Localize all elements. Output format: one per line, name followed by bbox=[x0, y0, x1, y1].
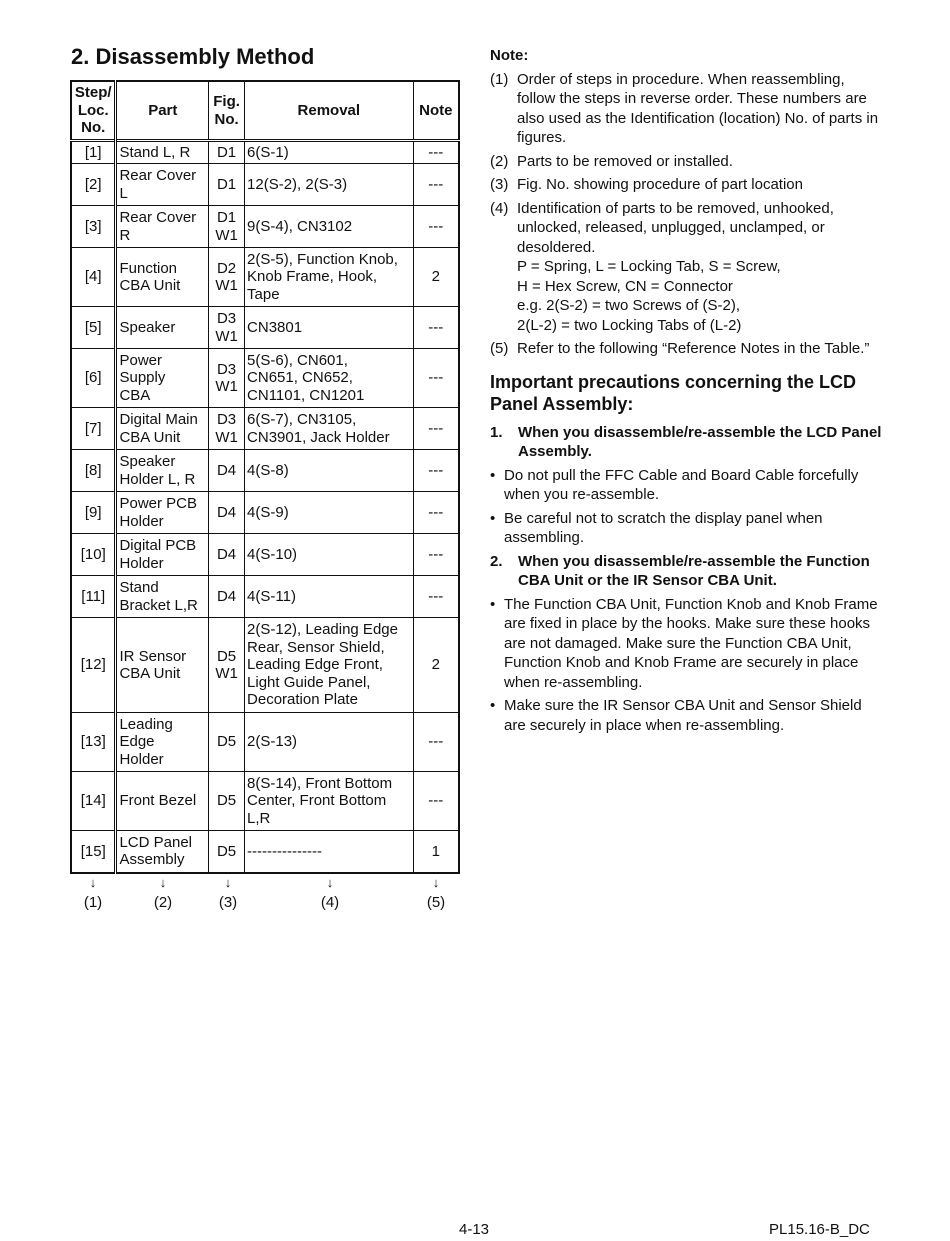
note-legend: P = Spring, L = Locking Tab, S = Screw, H = Hex Screw, CN = Connector e.g. 2(S-2) = two Screws of (S-2), 2(L-2) = two Locking Tabs of (L-2) bbox=[517, 258, 781, 334]
removal-cell: 2(S-5), Function Knob, Knob Frame, Hook, Tape bbox=[245, 248, 414, 307]
removal-cell: 4(S-9) bbox=[245, 492, 414, 534]
bullet-icon: • bbox=[490, 595, 496, 613]
part-cell: LCD Panel Assembly bbox=[116, 831, 209, 873]
section-title-text: When you disassemble/re-assemble the Function CBA Unit or the IR Sensor CBA Unit. bbox=[518, 552, 870, 589]
note-cell: 2 bbox=[413, 618, 459, 713]
table-row bbox=[71, 534, 459, 576]
note-text: Identification of parts to be removed, unhooked, unlocked, released, unplugged, unclamped, or desoldered. bbox=[517, 199, 834, 256]
note-cell: --- bbox=[413, 141, 459, 164]
note-number: (2) bbox=[490, 152, 509, 170]
part-cell: Speaker bbox=[116, 307, 209, 349]
removal-cell: --------------- bbox=[245, 831, 414, 873]
part-cell: Speaker Holder L, R bbox=[116, 450, 209, 492]
step-cell: [13] bbox=[71, 713, 116, 772]
bullet-icon: • bbox=[490, 509, 496, 527]
note-cell: --- bbox=[413, 307, 459, 349]
down-arrow-icon: ↓ bbox=[326, 875, 334, 890]
disassembly-table bbox=[70, 80, 460, 874]
part-cell: Front Bezel bbox=[116, 772, 209, 831]
fig-cell: D1 bbox=[209, 141, 245, 164]
fig-cell: D5 bbox=[209, 831, 245, 873]
part-cell: Stand L, R bbox=[116, 141, 209, 164]
step-cell: [12] bbox=[71, 618, 116, 713]
table-row bbox=[71, 164, 459, 206]
note-item bbox=[490, 339, 885, 359]
note-text: Parts to be removed or installed. bbox=[517, 152, 733, 170]
note-number: (4) bbox=[490, 199, 509, 217]
fig-cell: D3 W1 bbox=[209, 349, 245, 408]
column-ref: ↓ (3) bbox=[208, 876, 248, 911]
part-cell: IR Sensor CBA Unit bbox=[116, 618, 209, 713]
removal-cell: 4(S-10) bbox=[245, 534, 414, 576]
part-cell: Stand Bracket L,R bbox=[116, 576, 209, 618]
part-cell: Rear Cover R bbox=[116, 206, 209, 248]
note-cell: --- bbox=[413, 206, 459, 248]
note-cell: --- bbox=[413, 349, 459, 408]
section-number: 1. bbox=[490, 423, 503, 441]
note-cell: --- bbox=[413, 713, 459, 772]
part-cell: Power PCB Holder bbox=[116, 492, 209, 534]
fig-cell: D2 W1 bbox=[209, 248, 245, 307]
note-cell: 1 bbox=[413, 831, 459, 873]
part-cell: Leading Edge Holder bbox=[116, 713, 209, 772]
note-number: (3) bbox=[490, 176, 509, 193]
fig-cell: D1 W1 bbox=[209, 206, 245, 248]
bullet-text: Make sure the IR Sensor CBA Unit and Sensor Shield are securely in place when re-assembling. bbox=[504, 697, 862, 734]
bullet-text: Be careful not to scratch the display panel when assembling. bbox=[504, 509, 823, 546]
step-cell: [8] bbox=[71, 450, 116, 492]
table-row bbox=[71, 307, 459, 349]
column-ref: ↓ (4) bbox=[310, 876, 350, 911]
down-arrow-icon: ↓ bbox=[224, 875, 232, 890]
table-row bbox=[71, 618, 459, 713]
part-cell: Digital PCB Holder bbox=[116, 534, 209, 576]
bullet-text: The Function CBA Unit, Function Knob and Knob Frame are fixed in place by the hooks. Make sure these hooks are not damaged. Make sure the Function CBA Unit, Function Knob and Knob Frame are securely in place when re-assembling. bbox=[504, 595, 878, 691]
precautions-heading: Important precautions concerning the LCD Panel Assembly: bbox=[490, 371, 857, 414]
fig-cell: D5 bbox=[209, 772, 245, 831]
section-title-text: When you disassemble/re-assemble the LCD Panel Assembly. bbox=[518, 423, 882, 460]
section-number: 2. bbox=[490, 552, 503, 570]
note-text: Refer to the following “Reference Notes in the Table.” bbox=[517, 340, 870, 357]
part-cell: Function CBA Unit bbox=[116, 248, 209, 307]
note-cell: --- bbox=[413, 576, 459, 618]
fig-cell: D4 bbox=[209, 534, 245, 576]
removal-cell: 8(S-14), Front Bottom Center, Front Bottom L,R bbox=[245, 772, 414, 831]
down-arrow-icon: ↓ bbox=[89, 875, 97, 890]
step-cell: [11] bbox=[71, 576, 116, 618]
precaution-bullet bbox=[490, 509, 885, 548]
header-part: Part bbox=[116, 81, 209, 141]
precautions-list bbox=[490, 423, 885, 736]
table-row bbox=[71, 831, 459, 873]
bullet-icon: • bbox=[490, 466, 496, 484]
table-row bbox=[71, 772, 459, 831]
precaution-bullet bbox=[490, 696, 885, 735]
fig-cell: D4 bbox=[209, 450, 245, 492]
header-removal: Removal bbox=[245, 81, 414, 141]
removal-cell: 4(S-8) bbox=[245, 450, 414, 492]
down-arrow-icon: ↓ bbox=[432, 875, 440, 890]
note-cell: --- bbox=[413, 450, 459, 492]
fig-cell: D4 bbox=[209, 492, 245, 534]
step-cell: [15] bbox=[71, 831, 116, 873]
fig-cell: D1 bbox=[209, 164, 245, 206]
column-ref: ↓ (1) bbox=[73, 876, 113, 911]
step-cell: [3] bbox=[71, 206, 116, 248]
fig-cell: D5 bbox=[209, 713, 245, 772]
note-item bbox=[490, 70, 885, 148]
bullet-icon: • bbox=[490, 697, 496, 714]
step-cell: [2] bbox=[71, 164, 116, 206]
table-row bbox=[71, 713, 459, 772]
column-ref: ↓ (5) bbox=[416, 876, 456, 911]
note-cell: --- bbox=[413, 408, 459, 450]
table-row bbox=[71, 408, 459, 450]
bullet-text: Do not pull the FFC Cable and Board Cable forcefully when you re-assemble. bbox=[504, 466, 859, 503]
step-cell: [5] bbox=[71, 307, 116, 349]
precaution-bullet bbox=[490, 466, 885, 505]
note-text: Fig. No. showing procedure of part location bbox=[517, 176, 803, 193]
step-cell: [9] bbox=[71, 492, 116, 534]
table-row bbox=[71, 576, 459, 618]
column-references bbox=[70, 876, 460, 916]
table-row bbox=[71, 248, 459, 307]
removal-cell: 12(S-2), 2(S-3) bbox=[245, 164, 414, 206]
note-item bbox=[490, 199, 885, 336]
note-item bbox=[490, 175, 885, 195]
fig-cell: D3 W1 bbox=[209, 408, 245, 450]
part-cell: Power Supply CBA bbox=[116, 349, 209, 408]
step-cell: [14] bbox=[71, 772, 116, 831]
note-cell: --- bbox=[413, 164, 459, 206]
document-code: PL15.16-B_DC bbox=[769, 1221, 870, 1238]
removal-cell: CN3801 bbox=[245, 307, 414, 349]
table-body bbox=[71, 141, 459, 873]
table-row bbox=[71, 349, 459, 408]
step-cell: [10] bbox=[71, 534, 116, 576]
column-ref: ↓ (2) bbox=[143, 876, 183, 911]
removal-cell: 6(S-7), CN3105, CN3901, Jack Holder bbox=[245, 408, 414, 450]
removal-cell: 9(S-4), CN3102 bbox=[245, 206, 414, 248]
step-cell: [4] bbox=[71, 248, 116, 307]
note-number: (5) bbox=[490, 340, 509, 357]
header-note: Note bbox=[413, 81, 459, 141]
note-cell: 2 bbox=[413, 248, 459, 307]
removal-cell: 5(S-6), CN601, CN651, CN652, CN1101, CN1201 bbox=[245, 349, 414, 408]
page-title: 2. Disassembly Method bbox=[71, 44, 315, 69]
note-cell: --- bbox=[413, 772, 459, 831]
note-number: (1) bbox=[490, 70, 509, 88]
table-header-row bbox=[71, 81, 459, 141]
step-cell: [1] bbox=[71, 141, 116, 164]
fig-cell: D4 bbox=[209, 576, 245, 618]
note-item bbox=[490, 152, 885, 172]
notes-list bbox=[490, 70, 885, 359]
note-text: Order of steps in procedure. When reassembling, follow the steps in reverse order. These numbers are also used as the Identification (location) No. of parts in figures. bbox=[517, 70, 879, 146]
notes-heading: Note: bbox=[490, 47, 529, 64]
step-cell: [6] bbox=[71, 349, 116, 408]
table-row bbox=[71, 450, 459, 492]
header-fig: Fig. No. bbox=[209, 81, 245, 141]
precaution-section-title bbox=[490, 423, 885, 462]
fig-cell: D3 W1 bbox=[209, 307, 245, 349]
part-cell: Rear Cover L bbox=[116, 164, 209, 206]
notes-column bbox=[490, 46, 885, 739]
table-row bbox=[71, 492, 459, 534]
header-step: Step/ Loc. No. bbox=[71, 81, 116, 141]
removal-cell: 2(S-13) bbox=[245, 713, 414, 772]
removal-cell: 2(S-12), Leading Edge Rear, Sensor Shield, Leading Edge Front, Light Guide Panel, Decoration Plate bbox=[245, 618, 414, 713]
table-row bbox=[71, 141, 459, 164]
note-cell: --- bbox=[413, 534, 459, 576]
down-arrow-icon: ↓ bbox=[159, 875, 167, 890]
part-cell: Digital Main CBA Unit bbox=[116, 408, 209, 450]
removal-cell: 4(S-11) bbox=[245, 576, 414, 618]
step-cell: [7] bbox=[71, 408, 116, 450]
note-cell: --- bbox=[413, 492, 459, 534]
precaution-bullet bbox=[490, 595, 885, 693]
table-row bbox=[71, 206, 459, 248]
removal-cell: 6(S-1) bbox=[245, 141, 414, 164]
fig-cell: D5 W1 bbox=[209, 618, 245, 713]
precaution-section-title bbox=[490, 552, 885, 591]
page-number: 4-13 bbox=[459, 1221, 490, 1238]
